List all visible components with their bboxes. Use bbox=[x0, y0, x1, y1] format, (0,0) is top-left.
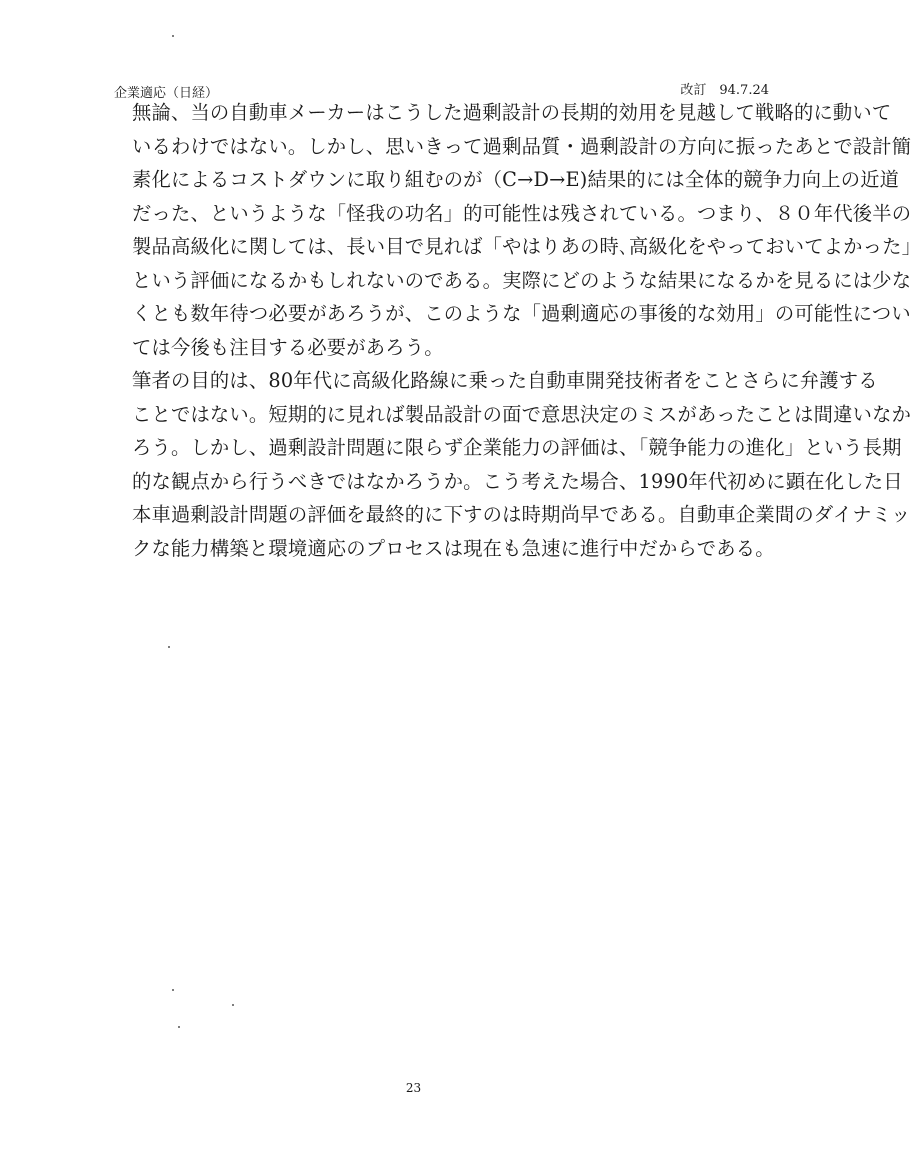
scan-speck bbox=[172, 989, 174, 991]
text-line: ことではない。短期的に見れば製品設計の面で意思決定のミスがあったことは間違いなか bbox=[132, 402, 912, 426]
text-line: クな能力構築と環境適応のプロセスは現在も急速に進行中だからである。 bbox=[132, 536, 775, 560]
text-line: 筆者の目的は、80年代に高級化路線に乗った自動車開発技術者をことさらに弁護する bbox=[132, 369, 878, 392]
text-line: という評価になるかもしれないのである。実際にどのような結果になるかを見るには少な bbox=[132, 268, 912, 292]
text-line: ては今後も注目する必要があろう。 bbox=[132, 335, 444, 359]
text-line: くとも数年待つ必要があろうが、このような「過剰適応の事後的な効用」の可能性につい bbox=[132, 302, 911, 325]
text-line: 無論、当の自動車メーカーはこうした過剰設計の長期的効用を見越して戦略的に動いて bbox=[132, 101, 892, 124]
revision-date: 改訂 94.7.24 bbox=[680, 83, 769, 98]
text-line: 素化によるコストダウンに取り組むのが（C→D→E)結果的には全体的競争力向上の近道 bbox=[132, 168, 900, 191]
paragraph-2 bbox=[114, 364, 912, 565]
page-number: 23 bbox=[405, 1081, 422, 1095]
text-line: ろう。しかし、過剰設計問題に限らず企業能力の評価は、「競争能力の進化」という長期 bbox=[132, 436, 902, 459]
text-line: 本車過剰設計問題の評価を最終的に下すのは時期尚早である。自動車企業間のダイナミッ bbox=[132, 503, 911, 526]
text-line: だった、というような「怪我の功名」的可能性は残されている。つまり、８０年代後半の bbox=[132, 201, 912, 225]
body-text bbox=[114, 96, 921, 565]
text-line: いるわけではない。しかし、思いきって過剰品質・過剰設計の方向に振ったあとで設計簡 bbox=[132, 134, 912, 158]
header-left-label: 企業適応（日経） bbox=[114, 86, 219, 101]
paragraph-1 bbox=[114, 96, 921, 364]
scan-speck bbox=[172, 35, 174, 37]
scan-speck bbox=[168, 646, 170, 648]
scan-speck bbox=[232, 1004, 234, 1006]
text-line: 製品高級化に関しては、長い目で見れば「やはりあの時､高級化をやっておいてよかった」 bbox=[132, 235, 921, 258]
text-line: 的な観点から行うべきではなかろうか。こう考えた場合、1990年代初めに顕在化した日 bbox=[132, 469, 903, 493]
scan-speck bbox=[178, 1026, 180, 1028]
